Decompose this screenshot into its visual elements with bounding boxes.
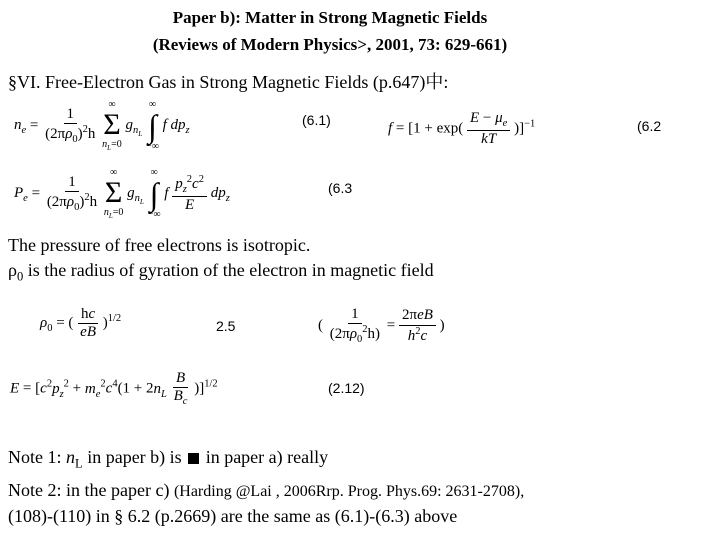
page-title-line-2: (Reviews of Modern Physics>, 2001, 73: 629-661)	[152, 35, 508, 54]
square-symbol-icon	[188, 453, 199, 464]
note-2-prefix: Note 2: in the paper c)	[8, 480, 174, 500]
equation-6-3: $P_e$ = $\frac{1}{(2\pi\rho_0)^2h}$ ∞ Σ $n_L=0$ $g_{n_L}$ ∞ ∫ −∞ f $\frac{p_z^2c^2}{E}$ $dp_z$	[14, 167, 230, 220]
rho0-definition	[8, 260, 434, 285]
note-1-nL: n	[66, 447, 75, 467]
note-1-prefix: Note 1:	[8, 447, 66, 467]
note-1-nL-subscript: L	[75, 456, 83, 471]
equation-2-5-number: 2.5	[216, 318, 236, 334]
equation-2-5-left: $\rho_0$ = ( $\frac{hc}{eB}$ )$^{1/2}$	[40, 306, 122, 341]
page-title-line-1: Paper b): Matter in Strong Magnetic Fields	[172, 8, 488, 27]
equation-6-2: f = [1 + exp( $\frac{E - \mu_e}{kT}$ )]$^{-1}$	[388, 110, 536, 148]
equation-6-1: $n_e$ = $\frac{1}{(2\pi\rho_0)^2h}$ ∞ Σ $n_L=0$ $g_{n_L}$ ∞ ∫ −∞ f $dp_z$	[14, 99, 190, 152]
note-1	[8, 447, 328, 472]
rho0-description: is the radius of gyration of the electron in magnetic field	[23, 260, 434, 280]
equation-2-12: $E = [c^2p_z^2 + m_e^2c^4(1 + 2n_L$ $\frac{B}{B_c}$ )]$^{1/2}$	[10, 370, 218, 408]
rho-symbol: ρ	[8, 260, 17, 280]
equation-2-5-right: ( $\frac{1}{(2\pi\rho_0^2h)}$ = $\frac{\text{2πeB}}{h^2c}$ )	[318, 306, 445, 346]
equation-2-12-number: (2.12)	[328, 380, 365, 396]
rho-subscript: 0	[16, 269, 24, 284]
equation-6-3-number: (6.3	[328, 180, 353, 196]
note-2-line-1	[8, 480, 524, 501]
isotropic-statement: The pressure of free electrons is isotropic.	[8, 235, 311, 255]
equation-6-2-number: (6.2	[637, 118, 662, 134]
note-1-suffix: in paper a) really	[201, 447, 329, 467]
equation-6-1-number: (6.1)	[302, 112, 331, 128]
note-2-citation: (Harding @Lai , 2006Rrp. Prog. Phys.69: 2631-2708),	[173, 483, 525, 500]
section-heading: §VI. Free-Electron Gas in Strong Magnetic Fields (p.647)中:	[8, 72, 449, 92]
note-2-line-2: (108)-(110) in § 6.2 (p.2669) are the same as (6.1)-(6.3) above	[8, 506, 458, 526]
note-1-middle: in paper b) is	[82, 447, 187, 467]
